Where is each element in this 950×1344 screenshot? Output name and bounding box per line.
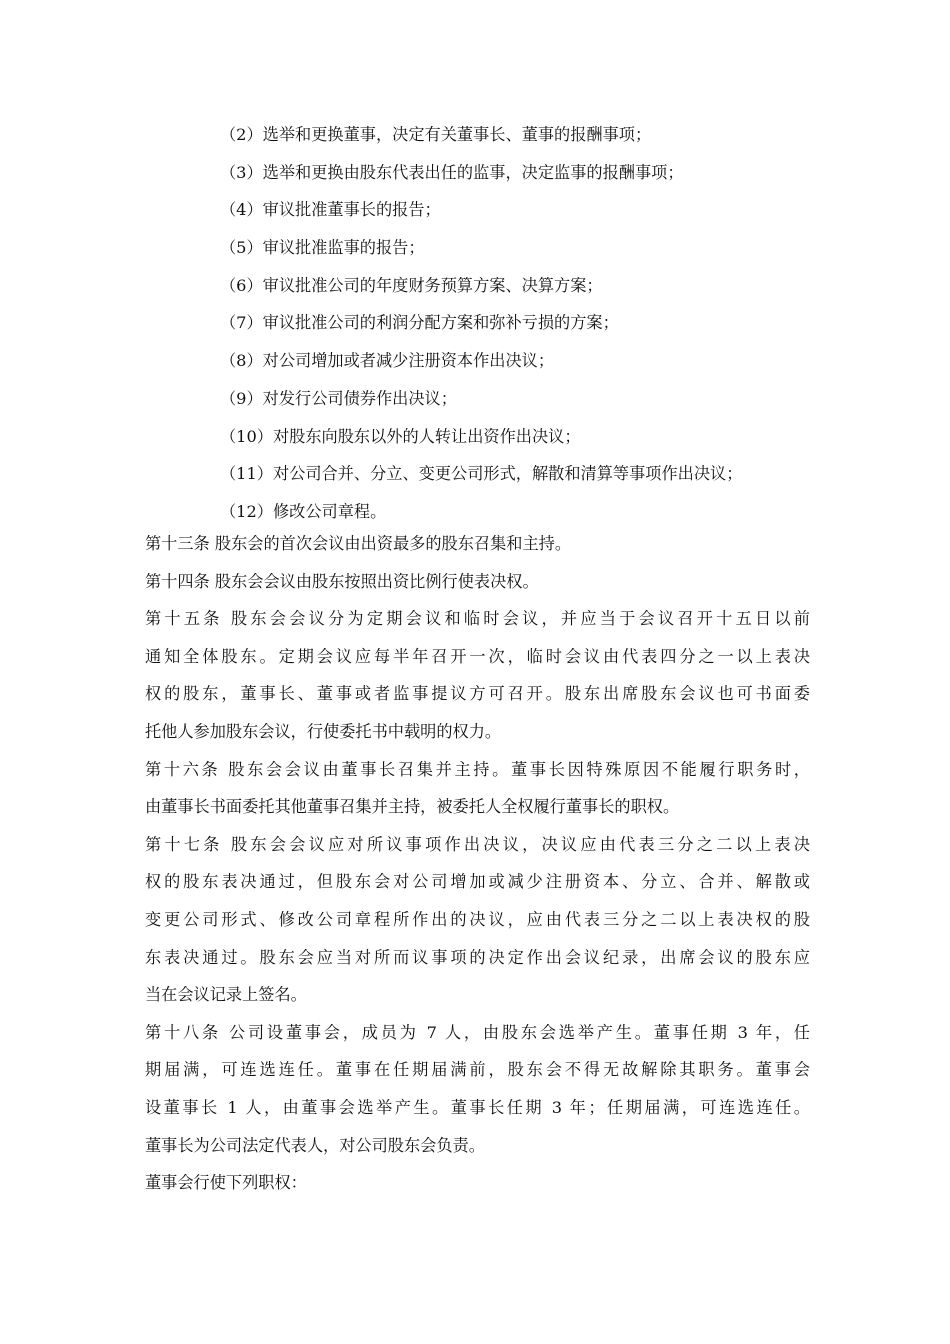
- list-item: （8）对公司增加或者减少注册资本作出决议；: [220, 351, 555, 371]
- article-line: 董事长为公司法定代表人，对公司股东会负责。: [145, 1135, 485, 1155]
- article-line: 第十六条 股东会会议由董事长召集并主持。董事长因特殊原因不能履行职务时，: [145, 759, 810, 779]
- article-line: 变更公司形式、修改公司章程所作出的决议，应由代表三分之二以上表决权的股: [145, 909, 810, 929]
- list-item: （3）选举和更换由股东代表出任的监事，决定监事的报酬事项；: [220, 162, 684, 182]
- article-line: 由董事长书面委托其他董事召集并主持，被委托人全权履行董事长的职权。: [145, 797, 680, 817]
- list-item: （12）修改公司章程。: [220, 501, 387, 521]
- article-line: 权的股东，董事长、董事或者监事提议方可召开。股东出席股东会议也可书面委: [145, 684, 810, 704]
- article-line: 第十七条 股东会会议应对所议事项作出决议，决议应由代表三分之二以上表决: [145, 834, 810, 854]
- article-line: 通知全体股东。定期会议应每半年召开一次，临时会议由代表四分之一以上表决: [145, 646, 810, 666]
- article-line: 第十五条 股东会会议分为定期会议和临时会议，并应当于会议召开十五日以前: [145, 609, 810, 629]
- list-item: （11）对公司合并、分立、变更公司形式，解散和清算等事项作出决议；: [220, 464, 743, 484]
- article-line: 当在会议记录上签名。: [145, 985, 307, 1005]
- article-line: 第十四条 股东会会议由股东按照出资比例行使表决权。: [145, 571, 539, 591]
- article-15: [145, 605, 810, 755]
- article-line: 权的股东表决通过，但股东会对公司增加或减少注册资本、分立、合并、解散或: [145, 872, 810, 892]
- article-17: [145, 831, 810, 1019]
- articles-body: [145, 530, 810, 1207]
- list-item: （9）对发行公司债券作出决议；: [220, 388, 457, 408]
- article-line: 第十八条 公司设董事会，成员为 7 人，由股东会选举产生。董事任期 3 年，任: [145, 1022, 810, 1042]
- board-powers-heading: [145, 1169, 810, 1207]
- article-line: 设董事长 1 人，由董事会选举产生。董事长任期 3 年；任期届满，可连选连任。: [145, 1097, 810, 1117]
- article-18: [145, 1019, 810, 1169]
- article-line: 董事会行使下列职权：: [145, 1173, 307, 1193]
- list-item: （10）对股东向股东以外的人转让出资作出决议；: [220, 426, 581, 446]
- article-14: [145, 568, 810, 606]
- article-13: [145, 530, 810, 568]
- article-line: 第十三条 股东会的首次会议由出资最多的股东召集和主持。: [145, 534, 572, 553]
- list-item: （4）审议批准董事长的报告；: [220, 200, 441, 220]
- article-line: 托他人参加股东会议，行使委托书中载明的权力。: [145, 721, 502, 741]
- article-16: [145, 756, 810, 831]
- article-line: 期届满，可连选连任。董事在任期届满前，股东会不得无故解除其职务。董事会: [145, 1060, 810, 1080]
- list-item: （7）审议批准公司的利润分配方案和弥补亏损的方案；: [220, 313, 619, 333]
- shareholder-powers-list: [220, 121, 820, 536]
- list-item: （6）审议批准公司的年度财务预算方案、决算方案；: [220, 275, 603, 295]
- article-line: 东表决通过。股东会应当对所而议事项的决定作出会议纪录，出席会议的股东应: [145, 947, 810, 967]
- list-item: （2）选举和更换董事，决定有关董事长、董事的报酬事项；: [220, 125, 652, 144]
- list-item: （5）审议批准监事的报告；: [220, 238, 425, 258]
